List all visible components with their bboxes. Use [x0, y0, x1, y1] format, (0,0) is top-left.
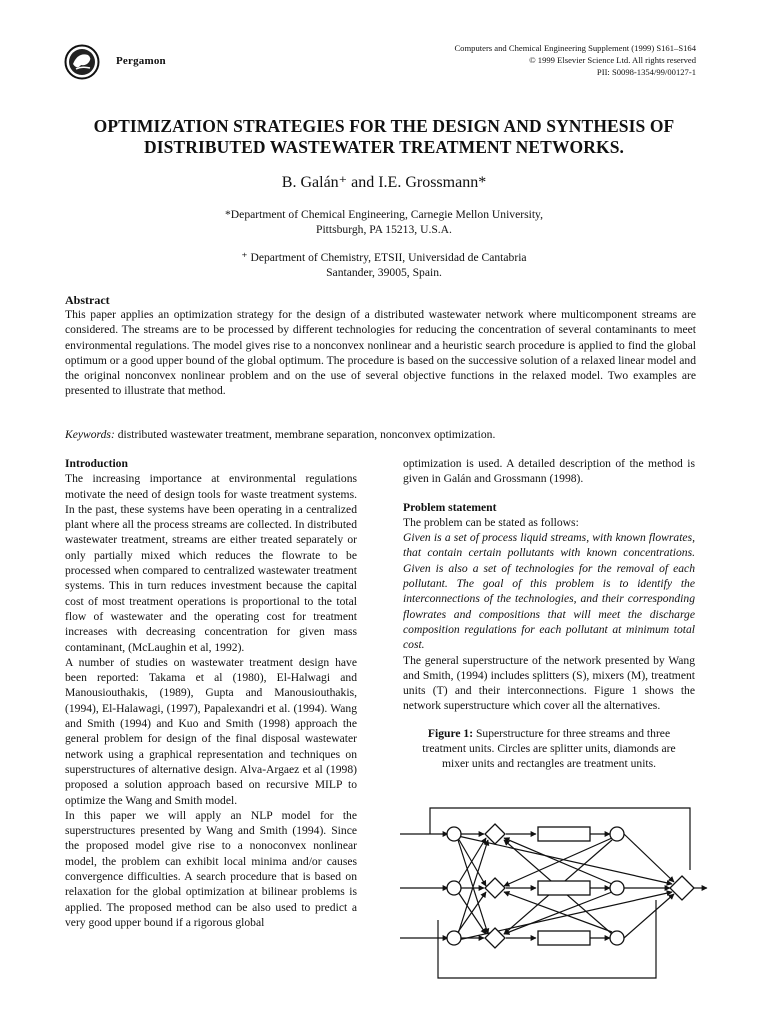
- journal-line: Computers and Chemical Engineering Supplement (1999) S161–S164: [454, 43, 696, 53]
- keywords-text: distributed wastewater treatment, membrane separation, nonconvex optimization.: [114, 428, 496, 441]
- final-mixer: [670, 876, 694, 900]
- abstract-heading: Abstract: [65, 293, 110, 307]
- introduction-paragraph-2: A number of studies on wastewater treatment design have been reported: Takama et al (1980), El-Halwagi and Manousiouthakis, (1989), Gupta and Manousiouthakis, (1994), El-Halawagi, (1997), Papalexandri et al. (1994). Wang and Smith (1994) and Kuo and Smith (1998) approach the general problem for design of the final disposal wastewater network using a graphical representation and techniques on superstructures of alternative design. Alva-Argaez et al (1998) proposed a solution approach based on recursive MILP to optimize the Wang and Smith model.: [65, 655, 357, 807]
- pii-line: PII: S0098-1354/99/00127-1: [596, 67, 696, 77]
- title-line-2: DISTRIBUTED WASTEWATER TREATMENT NETWORKS.: [143, 137, 625, 157]
- publisher-name: Pergamon: [116, 55, 166, 67]
- splitter-left-1: [447, 827, 461, 841]
- affiliation-2-line-2: Santander, 39005, Spain.: [326, 266, 442, 279]
- paper-title: [40, 116, 728, 158]
- splitter-right-2: [610, 881, 624, 895]
- superstructure-diagram: [398, 800, 708, 986]
- problem-statement-intro: The problem can be stated as follows:: [403, 515, 579, 529]
- splitter-right-3: [610, 931, 624, 945]
- keywords-label: Keywords:: [65, 428, 115, 441]
- copyright-line: © 1999 Elsevier Science Ltd. All rights reserved: [529, 55, 696, 65]
- problem-statement-italic: Given is a set of process liquid streams, with known flowrates, that contain certain pollutants with known concentrations. Given is also a set of technologies for the removal of each pollutant. The goal of this problem is to identify the interconnections of the technologies, and their corresponding flowrates and compositions that will meet the discharge composition regulations for each pollutant at minimum total cost.: [403, 531, 695, 652]
- affiliation-1-line-1: *Department of Chemical Engineering, Carnegie Mellon University,: [225, 208, 543, 221]
- mixer-2: [485, 878, 505, 898]
- treatment-unit-1: [538, 827, 590, 841]
- right-column: [403, 456, 695, 772]
- abstract-text: This paper applies an optimization strategy for the design of a distributed wastewater network where multicomponent streams are considered. The streams are to be processed by different technologies for reducing the concentration of several contaminants to meet environmental regulations. The model gives rise to a nonconvex nonlinear and a heuristic search procedure is applied to find the global optimum or a good upper bound of the global optimum. The procedure is based on the successive solution of a relaxed linear model and the original nonconvex nonlinear problem and on the use of several objective functions in the relaxed model. Two examples are presented to illustrate that method.: [65, 308, 696, 398]
- figure-label: Figure 1:: [427, 726, 474, 740]
- introduction-paragraph-3: In this paper we will apply an NLP model for the superstructures presented by Wang and Smith (1994). Since the proposed model give rise to a nonoconvex nonlinear model, the problem can exhibit local minima and/or causes convergence difficulties. A search procedure that is based on relaxation for the global optimization at bilinear problems is applied. The proposed method can be also used to predict a very good upper bound if a rigorous global: [65, 808, 357, 929]
- figure-caption: [409, 726, 689, 772]
- affiliation-1-line-2: Pittsburgh, PA 15213, U.S.A.: [316, 223, 452, 236]
- authors: B. Galán⁺ and I.E. Grossmann*: [281, 174, 487, 191]
- introduction-heading: Introduction: [65, 457, 128, 470]
- treatment-unit-3: [538, 931, 590, 945]
- introduction-paragraph-4: optimization is used. A detailed description of the method is given in Galán and Grossmann (1998).: [403, 457, 695, 486]
- introduction-paragraph-1: The increasing importance at environmental regulations motivate the need of design tools for waste treatment systems. In the past, these systems have been operating in a centralized plant where all the process streams are collected. In distributed wastewater treatment, streams are either treated separately or only partially mixed which reduces the flowrate to be processed when compared to centralized wastewater treatment systems. This in turn reduces investment because the capital cost of most treatment operations is proportional to the total flow of wastewater and the operating cost for treatment increases with decreasing concentration for given mass contaminant, (McLaughin et al, 1992).: [65, 472, 357, 654]
- left-column: [65, 456, 357, 930]
- figure-caption-text: Superstructure for three streams and three treatment units. Circles are splitter units, diamonds are mixer units and rectangles are treatment units.: [422, 726, 676, 771]
- problem-statement-heading: Problem statement: [403, 500, 497, 514]
- affiliation-2: [40, 250, 728, 280]
- mixer-3: [485, 928, 505, 948]
- affiliation-2-line-1: ⁺ Department of Chemistry, ETSII, Universidad de Cantabria: [241, 251, 527, 264]
- figure-1-superstructure: [398, 800, 708, 986]
- keywords: [65, 428, 696, 441]
- affiliation-1: [40, 207, 728, 237]
- title-line-1: OPTIMIZATION STRATEGIES FOR THE DESIGN AND SYNTHESIS OF: [93, 116, 675, 136]
- splitter-left-3: [447, 931, 461, 945]
- journal-info: [454, 42, 696, 78]
- publisher-logo-icon: [64, 44, 100, 80]
- splitter-left-2: [447, 881, 461, 895]
- treatment-unit-2: [538, 881, 590, 895]
- problem-statement-paragraph-2: The general superstructure of the network presented by Wang and Smith, (1994) includes splitters (S), mixers (M), treatment units (T) and their interconnections. Figure 1 shows the network superstructure which cover all the alternatives.: [403, 653, 695, 713]
- splitter-right-1: [610, 827, 624, 841]
